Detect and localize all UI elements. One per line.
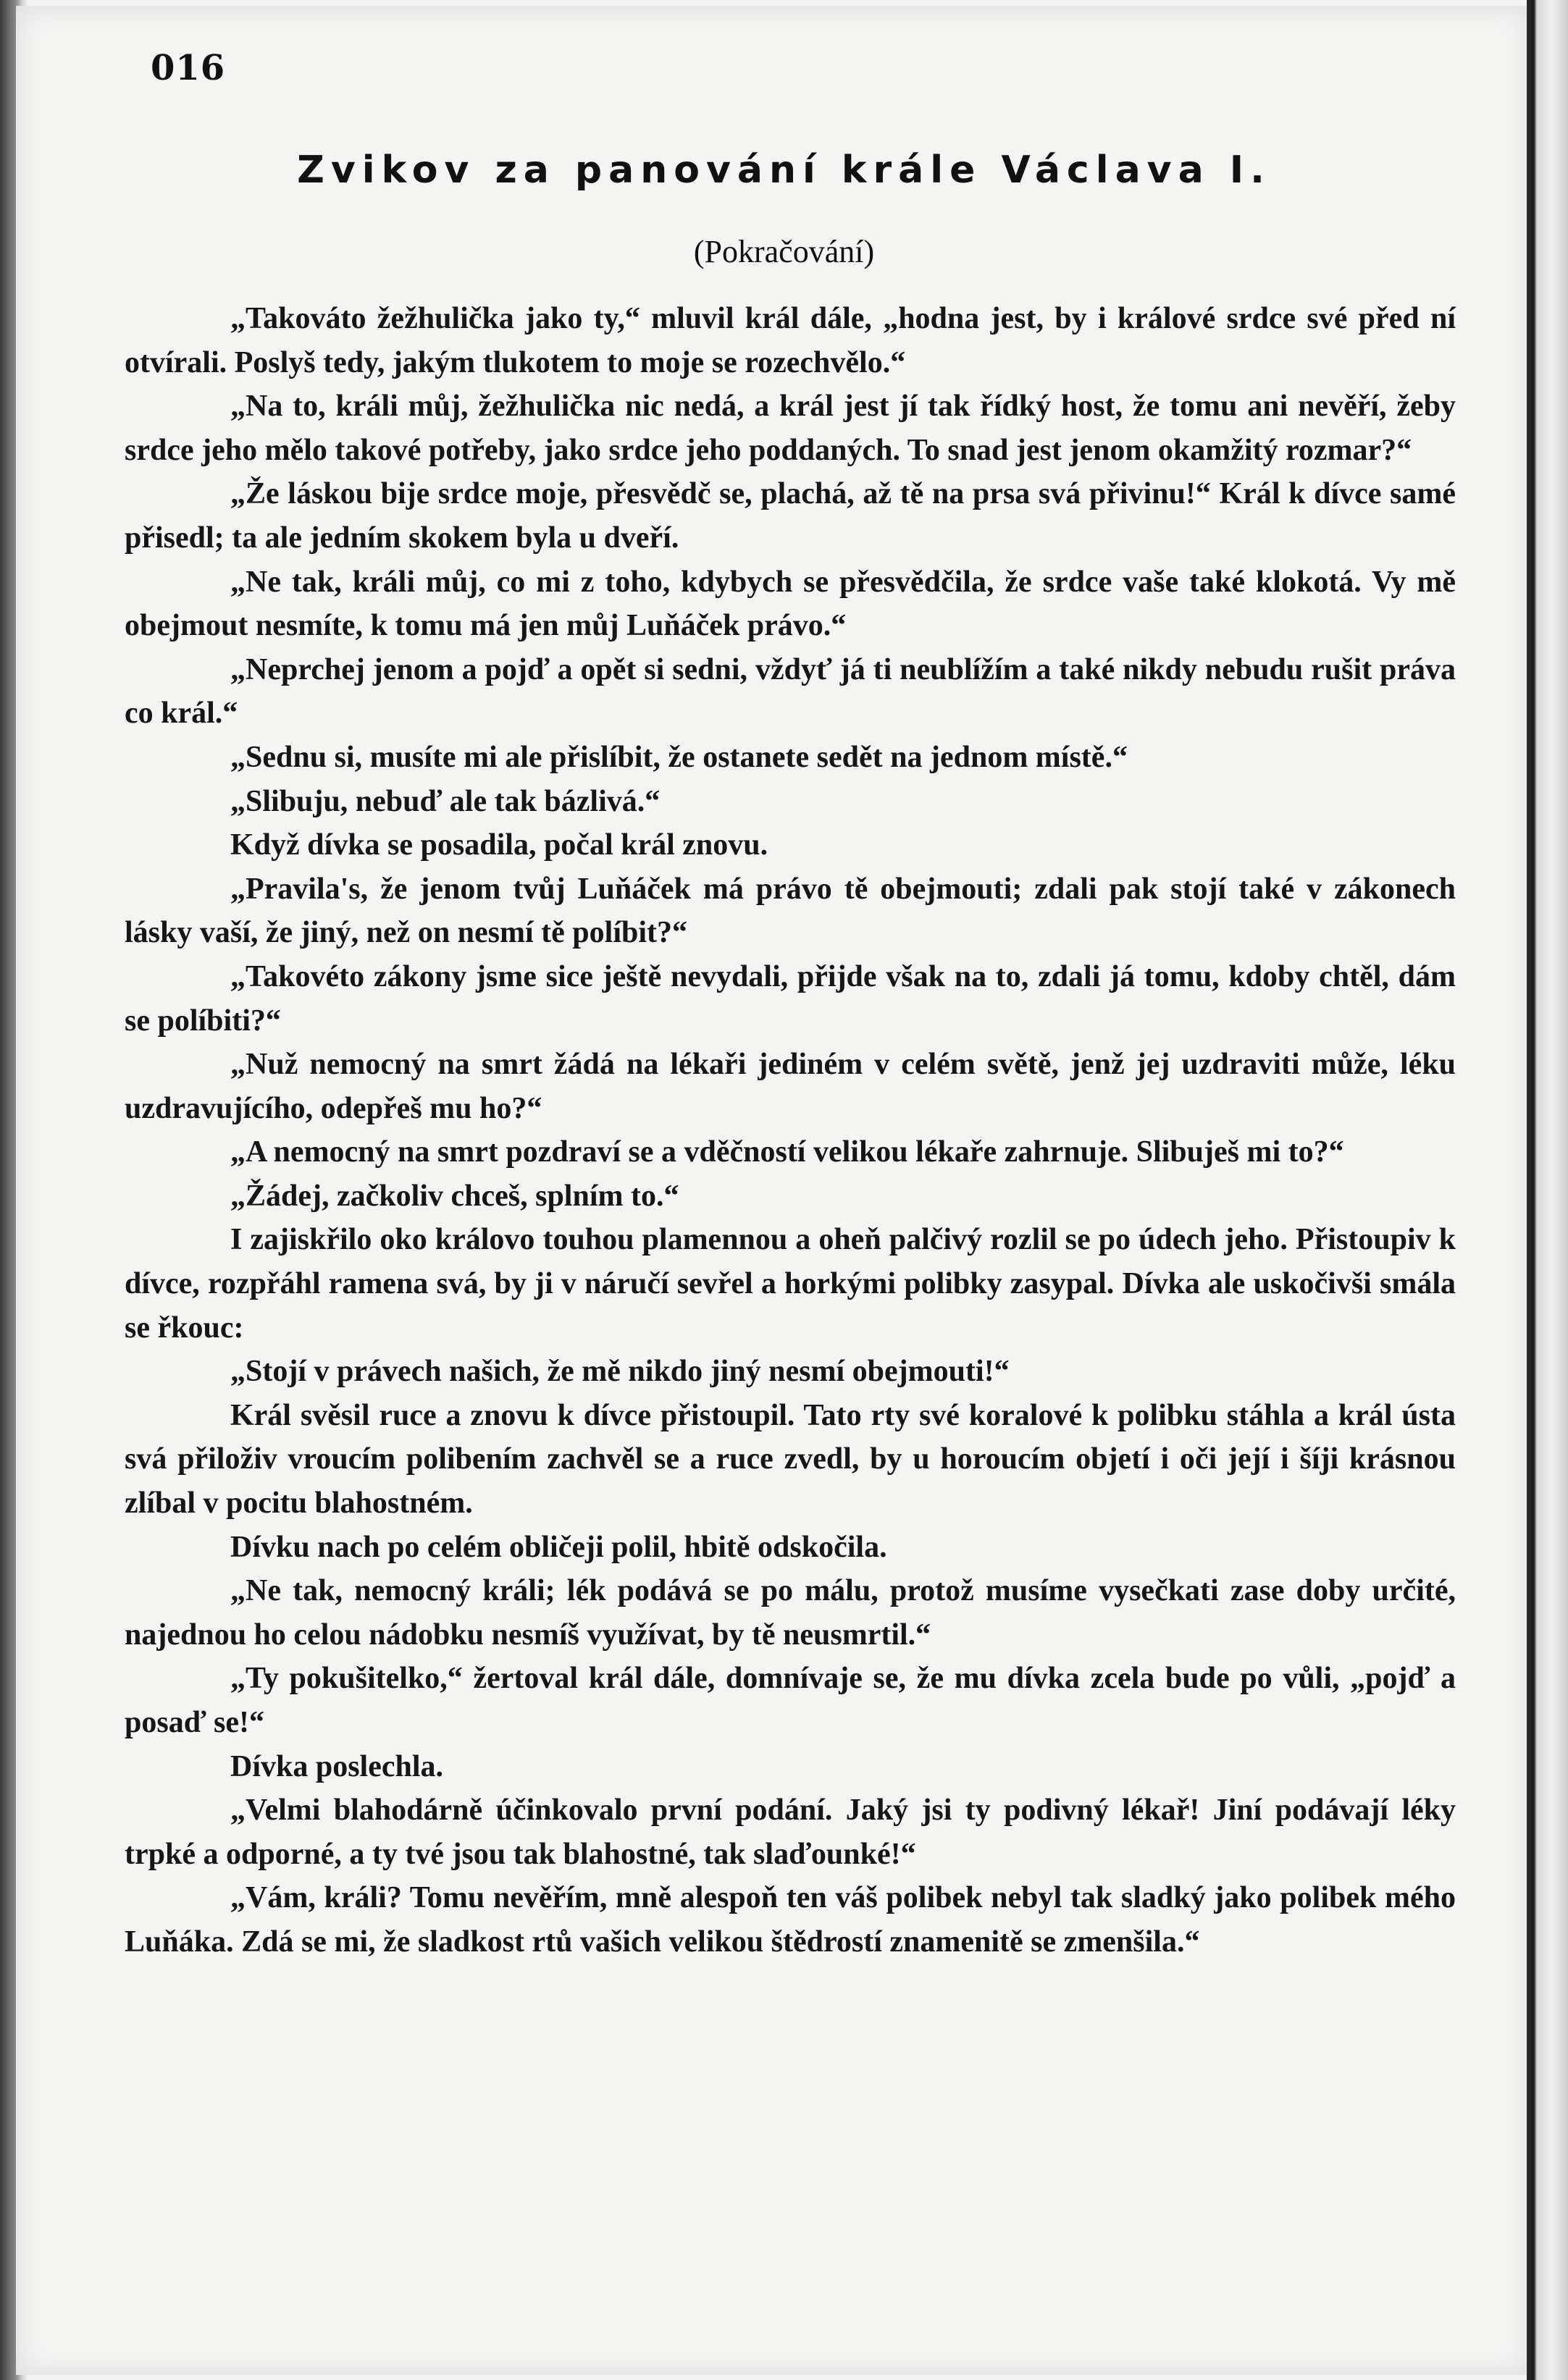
next-page-edge bbox=[1527, 0, 1568, 2380]
paragraph: „Takováto žežhulička jako ty,“ mluvil král dále, „hodna jest, by i králové srdce své před ní otvírali. Poslyš tedy, jakým tlukotem to moje se rozechvělo.“ bbox=[125, 302, 1456, 379]
paragraph: „Ty pokušitelko,“ žertoval král dále, domnívaje se, že mu dívka zcela bude po vůli, „pojď a posaď se!“ bbox=[125, 1662, 1456, 1739]
paragraph: Král svěsil ruce a znovu k dívce přistoupil. Tato rty své koralové k polibku stáhla a král ústa svá přiloživ vroucím polibením zachvěl se a ruce zvedl, by u horoucím objetí i oči její i šíji krásnou zlíbal v pocitu blahostném. bbox=[125, 1398, 1456, 1521]
chapter-title: Zvikov za panování krále Václava I. bbox=[297, 148, 1271, 192]
page-number: 016 bbox=[151, 48, 226, 88]
paragraph: „Sednu si, musíte mi ale přislíbit, že ostanete sedět na jednom místě.“ bbox=[230, 740, 1128, 774]
paragraph: „Neprchej jenom a pojď a opět si sedni, vždyť já ti neublížím a také nikdy nebudu rušit práva co král.“ bbox=[125, 652, 1456, 731]
paragraph: „Ne tak, králi můj, co mi z toho, kdybych se přesvědčila, že srdce vaše také klokotá. Vy mě obejmout nesmíte, k tomu má jen můj Luňáček právo.“ bbox=[125, 565, 1456, 643]
paragraph: „Vám, králi? Tomu nevěřím, mně alespoň ten váš polibek nebyl tak sladký jako polibek mého Luňáka. Zdá se mi, že sladkost rtů vašich velikou štědrostí znamenitě se zmenšila.“ bbox=[125, 1881, 1456, 1959]
body-text bbox=[125, 297, 1456, 1964]
paragraph: „Žádej, začkoliv chceš, splním to.“ bbox=[230, 1179, 679, 1213]
paragraph: Dívka poslechla. bbox=[230, 1749, 444, 1783]
chapter-subtitle: (Pokračování) bbox=[693, 234, 875, 269]
paragraph: Když dívka se posadila, počal král znovu. bbox=[230, 828, 768, 862]
paragraph: „Že láskou bije srdce moje, přesvědč se, plachá, až tě na prsa svá přivinu!“ Král k dívce samé přisedl; ta ale jedním skokem byla u dveří. bbox=[125, 477, 1456, 555]
paragraph: „Nuž nemocný na smrt žádá na lékaři jediném v celém světě, jenž jej uzdraviti může, léku uzdravujícího, odepřeš mu ho?“ bbox=[125, 1048, 1456, 1125]
paragraph: „Na to, králi můj, žežhulička nic nedá, a král jest jí tak řídký host, že tomu ani nevěří, žeby srdce jeho mělo takové potřeby, jako srdce jeho poddaných. To snad jest jenom okamžitý rozmar?“ bbox=[125, 390, 1456, 467]
paragraph: „Takovéto zákony jsme sice ještě nevydali, přijde však na to, zdali já tomu, kdoby chtěl, dám se políbiti?“ bbox=[125, 959, 1456, 1038]
paragraph: „Stojí v právech našich, že mě nikdo jiný nesmí obejmouti!“ bbox=[230, 1355, 1010, 1389]
paragraph: „Slibuju, nebuď ale tak bázlivá.“ bbox=[230, 784, 661, 818]
paragraph: I zajiskřilo oko královo touhou plamennou a oheň palčivý rozlil se po údech jeho. Přistoupiv k dívce, rozpřáhl ramena svá, by ji v náručí sevřel a horkými polibky zasypal. Dívka ale uskočivši smála se řkouc: bbox=[125, 1223, 1456, 1345]
paragraph: „Velmi blahodárně účinkovalo první podání. Jaký jsi ty podivný lékař! Jiní podávají léky trpké a odporné, a ty tvé jsou tak blahostné, tak slaďounké!“ bbox=[125, 1794, 1456, 1871]
paragraph: „Ne tak, nemocný králi; lék podává se po málu, protož musíme vysečkati zase doby určité, najednou ho celou nádobku nesmíš využívat, by tě neusmrtil.“ bbox=[125, 1574, 1456, 1652]
paragraph: Dívku nach po celém obličeji polil, hbitě odskočila. bbox=[230, 1530, 887, 1564]
paragraph: „Pravila's, že jenom tvůj Luňáček má právo tě obejmouti; zdali pak stojí také v zákonech lásky vaší, že jiný, než on nesmí tě políbit?“ bbox=[125, 872, 1456, 950]
paragraph: „A nemocný na smrt pozdraví se a vděčností velikou lékaře zahrnuje. Slibuješ mi to?“ bbox=[230, 1135, 1344, 1169]
